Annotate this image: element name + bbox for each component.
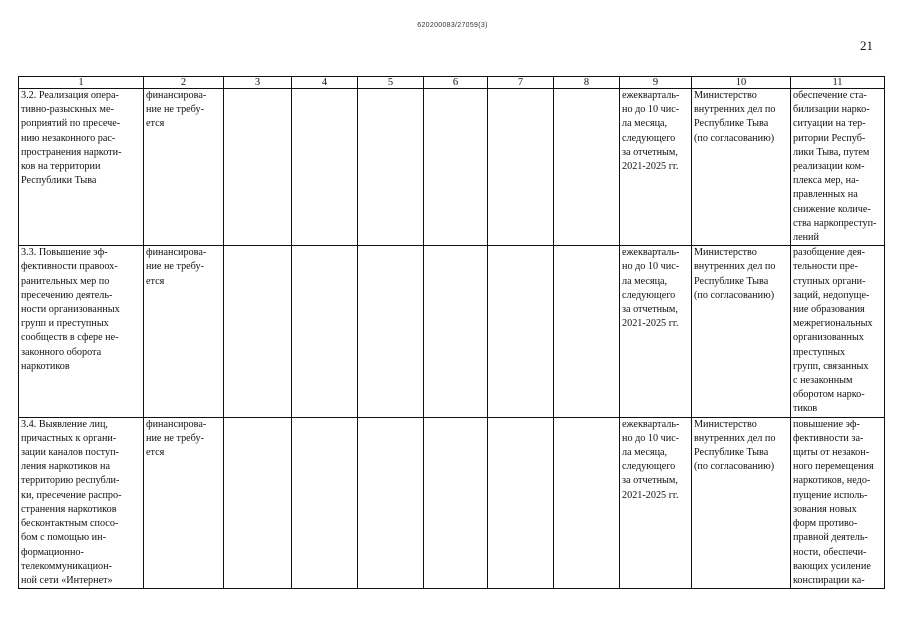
empty-cell [488, 89, 554, 246]
measure-cell: 3.3. Повышение эф- фективности правоох- ранительных мер по пресечению деятель- ности организованных групп и преступных сообществ в сфере не- законного оборота наркотиков [19, 246, 144, 417]
empty-cell [358, 89, 424, 246]
deadline-cell: ежекварталь- но до 10 чис- ла месяца, следующего за отчетным, 2021-2025 гг. [620, 89, 692, 246]
empty-cell [424, 246, 488, 417]
column-header: 5 [358, 77, 424, 89]
executor-cell: Министерство внутренних дел по Республике Тыва (по согласованию) [692, 246, 791, 417]
empty-cell [488, 246, 554, 417]
empty-cell [424, 417, 488, 588]
result-cell: обеспечение ста- билизации нарко- ситуации на тер- ритории Респуб- лики Тыва, путем реализации ком- плекса мер, на- правленных на снижение количе- ства наркопреступ- лений [791, 89, 885, 246]
empty-cell [488, 417, 554, 588]
column-number-header-row [19, 77, 885, 89]
measure-cell: 3.4. Выявление лиц, причастных к органи- зации каналов поступ- ления наркотиков на территорию республи- ки, пресечение распро- странения наркотиков бесконтактным спосо- бом с помощью ин- формационно- телекоммуникацион- ной сети «Интернет» [19, 417, 144, 588]
executor-cell: Министерство внутренних дел по Республике Тыва (по согласованию) [692, 417, 791, 588]
empty-cell [224, 417, 292, 588]
column-header: 11 [791, 77, 885, 89]
table-row [19, 246, 885, 417]
empty-cell [224, 246, 292, 417]
empty-cell [554, 417, 620, 588]
financing-cell: финансирова- ние не требу- ется [144, 246, 224, 417]
column-header: 8 [554, 77, 620, 89]
column-header: 10 [692, 77, 791, 89]
column-header: 3 [224, 77, 292, 89]
measure-cell: 3.2. Реализация опера- тивно-разыскных ме- роприятий по пресече- нию незаконного рас- пространения наркоти- ков на территории Республики Тыва [19, 89, 144, 246]
financing-cell: финансирова- ние не требу- ется [144, 417, 224, 588]
measures-table [18, 76, 885, 589]
column-header: 9 [620, 77, 692, 89]
empty-cell [554, 89, 620, 246]
empty-cell [292, 417, 358, 588]
column-header: 4 [292, 77, 358, 89]
table-row [19, 417, 885, 588]
column-header: 6 [424, 77, 488, 89]
empty-cell [554, 246, 620, 417]
empty-cell [358, 417, 424, 588]
empty-cell [358, 246, 424, 417]
table-row [19, 89, 885, 246]
financing-cell: финансирова- ние не требу- ется [144, 89, 224, 246]
column-header: 2 [144, 77, 224, 89]
deadline-cell: ежекварталь- но до 10 чис- ла месяца, следующего за отчетным, 2021-2025 гг. [620, 246, 692, 417]
empty-cell [424, 89, 488, 246]
column-header: 7 [488, 77, 554, 89]
result-cell: разобщение дея- тельности пре- ступных органи- заций, недопуще- ние образования межрегиональных организованных преступных групп, связанных с незаконным оборотом нарко- тиков [791, 246, 885, 417]
result-cell: повышение эф- фективности за- щиты от незакон- ного перемещения наркотиков, недо- пущение исполь- зования новых форм противо- правной деятель- ности, обеспечи- вающих усиление конспирации ка- [791, 417, 885, 588]
page-number: 21 [860, 38, 873, 53]
empty-cell [292, 89, 358, 246]
empty-cell [292, 246, 358, 417]
deadline-cell: ежекварталь- но до 10 чис- ла месяца, следующего за отчетным, 2021-2025 гг. [620, 417, 692, 588]
column-header: 1 [19, 77, 144, 89]
empty-cell [224, 89, 292, 246]
document-id: 620200083/27059(3) [417, 22, 488, 29]
executor-cell: Министерство внутренних дел по Республике Тыва (по согласованию) [692, 89, 791, 246]
